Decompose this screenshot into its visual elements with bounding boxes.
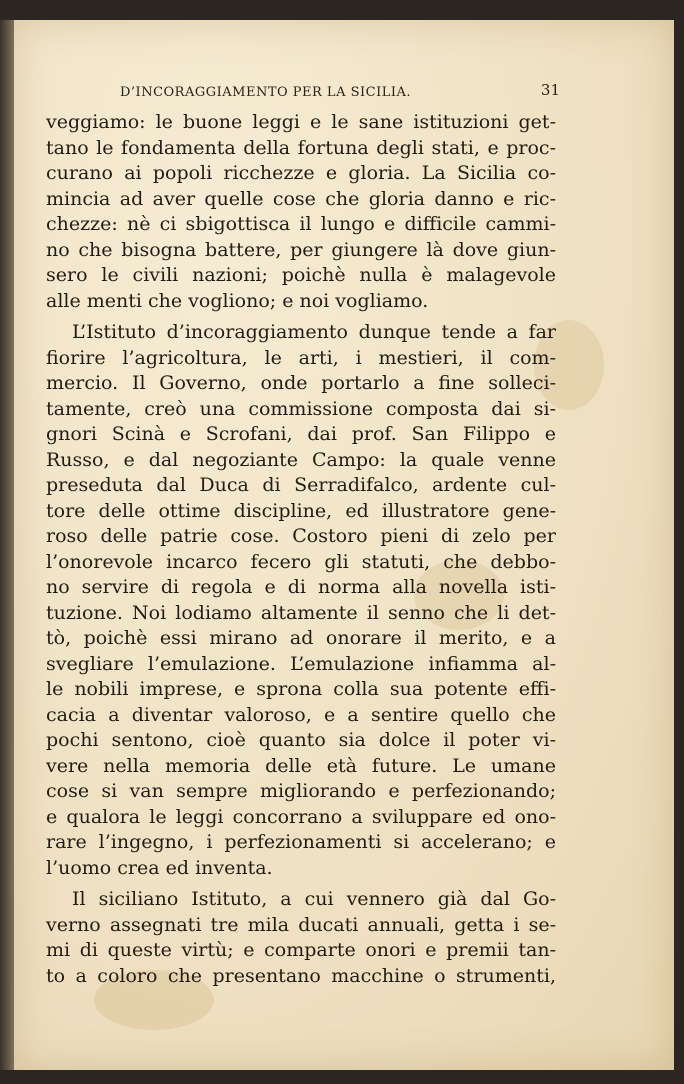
text-line: cacia a diventar valoroso, e a sentire quello che [46,703,556,726]
text-line: e qualora le leggi concorrano a sviluppare ed ono- [46,805,556,828]
text-line: l’onorevole incarco fecero gli statuti, che debbo- [46,550,556,573]
text-line: no servire di regola e di norma alla novella isti- [46,576,556,598]
text-line: fiorire l’agricoltura, le arti, i mestieri, il com- [46,346,556,369]
text-line: tò, poichè essi mirano ad onorare il merito, e a [46,627,556,649]
paragraph [46,320,556,881]
text-line: tuzione. Noi lodiamo altamente il senno che li det- [46,601,556,624]
page-number: 31 [540,81,560,99]
text-line: mincia ad aver quelle cose che gloria danno e ric- [46,187,556,210]
text-line: veggiamo: le buone leggi e le sane istituzioni get- [46,111,556,133]
text-line: sero le civili nazioni; poichè nulla è malagevole [46,264,556,286]
page-header [120,81,560,105]
text-line: roso delle patrie cose. Costoro pieni di zelo per [46,525,556,547]
text-line: chezze: nè ci sbigottisca il lungo e difficile cammi- [46,213,556,235]
paragraph [46,110,556,314]
text-line: cose si van sempre migliorando e perfezionando; [46,780,556,802]
text-line: mercio. Il Governo, onde portarlo a fine solleci- [46,372,556,394]
body-text [46,110,556,989]
text-line: pochi sentono, cioè quanto sia dolce il poter vi- [46,729,556,751]
text-line: le nobili imprese, e sprona colla sua potente effi- [46,678,556,700]
text-line: l’uomo crea ed inventa. [46,856,273,879]
text-line: vere nella memoria delle età future. Le umane [46,754,556,777]
text-line: tano le fondamenta della fortuna degli stati, e proc- [46,136,556,159]
text-line: Russo, e dal negoziante Campo: la quale venne [46,448,556,471]
text-line: tore delle ottime discipline, ed illustratore gene- [46,499,556,522]
text-line: preseduta dal Duca di Serradifalco, ardente cul- [46,474,556,496]
running-head: D’INCORAGGIAMENTO PER LA SICILIA. [120,85,411,100]
text-line: verno assegnati tre mila ducati annuali, getta i se- [46,913,556,936]
text-line: L’Istituto d’incoraggiamento dunque tende a far [72,321,556,343]
text-line: rare l’ingegno, i perfezionamenti si accelerano; e [46,831,556,853]
paragraph [46,887,556,989]
text-line: Il siciliano Istituto, a cui vennero già dal Go- [72,888,556,910]
text-line: alle menti che vogliono; e noi vogliamo. [46,289,429,312]
text-line: mi di queste virtù; e comparte onori e premii tan- [46,939,556,961]
text-line: to a coloro che presentano macchine o strumenti, [46,964,556,987]
text-line: no che bisogna battere, per giungere là dove giun- [46,238,556,261]
text-line: tamente, creò una commissione composta dai si- [46,397,556,420]
text-line: svegliare l’emulazione. L’emulazione infiamma al- [46,652,556,675]
text-line: gnori Scinà e Scrofani, dai prof. San Filippo e [46,423,556,445]
text-line: curano ai popoli ricchezze e gloria. La Sicilia co- [46,162,556,184]
